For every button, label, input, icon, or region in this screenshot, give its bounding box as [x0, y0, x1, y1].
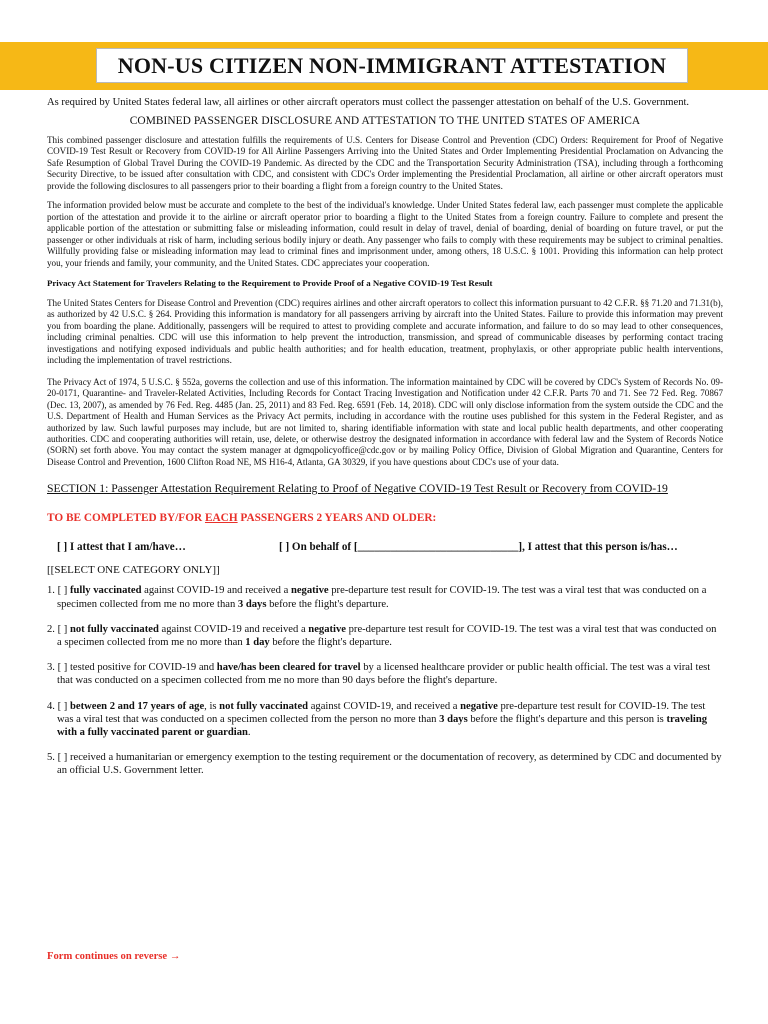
select-one-note: [[SELECT ONE CATEGORY ONLY]] [47, 564, 220, 577]
attest-self-checkbox[interactable]: [ ] I attest that I am/have… [57, 541, 186, 554]
item-text: before the flight's departure and this person is [467, 713, 667, 725]
intro-text: As required by United States federal law, all airlines or other aircraft operators must collect the passenger attestation on behalf of the U.S. Government. [47, 97, 690, 108]
item-text: received a humanitarian or emergency exemption to the testing requirement or the documentation of recovery, as determined by CDC and documented by an official U.S. Government letter. [57, 752, 722, 777]
item-bold: fully vaccinated [69, 585, 142, 597]
category-item-1[interactable] [47, 584, 723, 610]
form-continues-note [47, 951, 180, 962]
attest-on-behalf-checkbox[interactable]: [ ] On behalf of [_____________________________], I attest that this person is/has… [279, 541, 678, 554]
sub-heading: COMBINED PASSENGER DISCLOSURE AND ATTESTATION TO THE UNITED STATES OF AMERICA [129, 115, 641, 127]
item-checkbox[interactable]: [ ] [57, 662, 68, 674]
item-bold: have/has been cleared for travel [216, 662, 361, 674]
instruction-lead: TO BE COMPLETED BY/FOR [47, 512, 205, 525]
page-title: NON-US CITIZEN NON-IMMIGRANT ATTESTATION [117, 52, 667, 78]
item-bold: not fully vaccinated [69, 623, 159, 635]
item-text: tested positive for COVID-19 and [69, 662, 217, 674]
item-text: pre-departure test result for COVID-19. The test was a viral test that was conducted on a specimen collected from the person no more than [57, 700, 706, 725]
paragraph-privacy-act: The Privacy Act of 1974, 5 U.S.C. § 552a, governs the collection and use of this information. The information maintained by CDC will be covered by CDC's System of Records No. 09-20-0171, Quarantine- and Traveler-Related Activities, Including Records for Contact Tracing Investigation and Notification under 42 C.F.R. Parts 70 and 71. See 72 Fed. Reg. 70867 (Dec. 13, 2007), as amended by 76 Fed. Reg. 4485 (Jan. 25, 2011) and 83 Fed. Reg. 6591 (Feb. 14, 2018). CDC will only disclose information from the system outside the CDC and the U.S. Department of Health and Human Services as the Privacy Act permits, including in accordance with the routine uses published for this system in the Federal Register, and as authorized by law. Such lawful purposes may include, but are not limited to, sharing identifiable information with state and local public health departments, and other cooperating authorities. CDC and cooperating authorities will retain, use, delete, or otherwise destroy the designated information in accordance with federal law and the System of Records Notice (SORN) set forth above. You may contact the system manager at dgmqpolicyoffice@cdc.gov or by mailing Policy Office, Division of Global Migration and Quarantine, Centers for Disease Control and Prevention, 1600 Clifton Road NE, MS H16-4, Atlanta, GA 30329, if you have questions about CDC's use of your data. [47, 376, 723, 467]
item-bold: negative [290, 585, 329, 597]
item-bold: 3 days [237, 598, 267, 610]
category-item-5[interactable] [47, 751, 723, 777]
item-number: 5. [47, 752, 55, 764]
instruction-each: EACH [204, 512, 238, 525]
item-text: before the flight's departure. [269, 636, 392, 648]
item-text: against COVID-19, and received a [308, 700, 461, 712]
privacy-act-heading: Privacy Act Statement for Travelers Relating to the Requirement to Provide Proof of a Negative COVID-19 Test Result [47, 277, 493, 288]
title-box [96, 48, 688, 83]
right-arrow-icon: → [169, 951, 181, 962]
item-text: pre-departure test result for COVID-19. The test was a viral test that was conducted on a specimen collected from me no more than [57, 623, 717, 648]
item-bold: not fully vaccinated [219, 700, 309, 712]
item-number: 3. [47, 662, 55, 674]
item-number: 4. [47, 700, 55, 712]
item-checkbox[interactable]: [ ] [57, 623, 68, 635]
item-bold: 1 day [245, 636, 270, 648]
item-number: 2. [47, 623, 55, 635]
item-text: against COVID-19 and received a [158, 623, 309, 635]
item-bold: 3 days [439, 713, 468, 725]
item-bold: traveling with a fully vaccinated parent or guardian [57, 713, 708, 738]
item-text: pre-departure test result for COVID-19. The test was a viral test that was conducted on a specimen collected from me no more than [57, 585, 707, 610]
continue-text: Form continues on reverse [47, 951, 168, 962]
category-item-3[interactable] [47, 661, 723, 687]
item-checkbox[interactable]: [ ] [57, 585, 68, 597]
item-text: . [247, 726, 251, 738]
category-item-4[interactable] [47, 700, 723, 740]
paragraph-cdc-collection: The United States Centers for Disease Control and Prevention (CDC) requires airlines and other aircraft operators to collect this information pursuant to 42 C.F.R. §§ 71.20 and 71.31(b), as authorized by 42 U.S.C. § 264. Providing this information is mandatory for all passengers arriving by aircraft into the United States. Failure to provide this information may prevent you from boarding the plane. Additionally, passengers will be required to attest to providing complete and accurate information, and failure to do so may lead to other consequences, including criminal penalties. CDC will use this information to help prevent the introduction, transmission, and spread of communicable diseases by performing contact tracing investigations and notifying exposed individuals and public health authorities; and for health education, treatment, prophylaxis, or other appropriate public health interventions, including the implementation of travel restrictions. [47, 297, 723, 366]
item-bold: negative [308, 623, 346, 635]
attestation-options [47, 541, 723, 556]
section-1-heading: SECTION 1: Passenger Attestation Requirement Relating to Proof of Negative COVID-19 Test Result or Recovery from COVID-19 [47, 482, 668, 496]
paragraph-disclosure: This combined passenger disclosure and attestation fulfills the requirements of U.S. Centers for Disease Control and Prevention (CDC) Orders: Requirement for Proof of Negative COVID-19 Test Result or Recovery from COVID-19 for All Airline Passengers Arriving into the United States and Order Implementing Presidential Proclamation on Advancing the Safe Resumption of Global Travel During the COVID-19 Pandemic. As directed by the CDC and the Transportation Security Administration (TSA), including through a forthcoming Security Directive, to be issued after consultation with CDC, and consistent with CDC's Order implementing the Presidential Proclamation, all airline or other aircraft operators must provide the following disclosures to all passengers prior to their boarding a flight from a foreign country to the United States. [47, 135, 723, 191]
item-text: before the flight's departure. [266, 598, 389, 610]
document-body [47, 96, 723, 778]
item-text: , is [204, 700, 220, 712]
item-bold: between 2 and 17 years of age [69, 700, 205, 712]
instruction-tail: PASSENGERS 2 YEARS AND OLDER: [237, 512, 437, 525]
completion-instruction [47, 512, 723, 524]
item-number: 1. [47, 585, 55, 597]
item-checkbox[interactable]: [ ] [57, 700, 68, 712]
item-checkbox[interactable]: [ ] [57, 752, 68, 764]
item-bold: negative [460, 700, 498, 712]
paragraph-accuracy: The information provided below must be accurate and complete to the best of the individual's knowledge. Under United States federal law, each passenger must complete the applicable portion of the attestation and provide it to the airline or aircraft operator prior to boarding a flight to the United States from a foreign country. Failure to complete and present the applicable portion of the attestation or submitting false or misleading information, could result in delay of travel, denial of boarding, denial of boarding on future travel, or put the passenger or other individuals at risk of harm, including serious bodily injury or death. Any passenger who fails to comply with these requirements may be subject to criminal penalties. Willfully providing false or misleading information may lead to criminal fines and imprisonment under, among others, 18 U.S.C. § 1001. Providing this information can help protect you, your friends and family, your community, and the United States. CDC appreciates your cooperation. [47, 200, 723, 268]
item-text: by a licensed healthcare provider or public health official. The test was a viral test that was conducted on a specimen collected from me no more than 90 days before the flight's departure. [57, 662, 711, 687]
category-item-2[interactable] [47, 623, 723, 649]
item-text: against COVID-19 and received a [141, 585, 291, 597]
